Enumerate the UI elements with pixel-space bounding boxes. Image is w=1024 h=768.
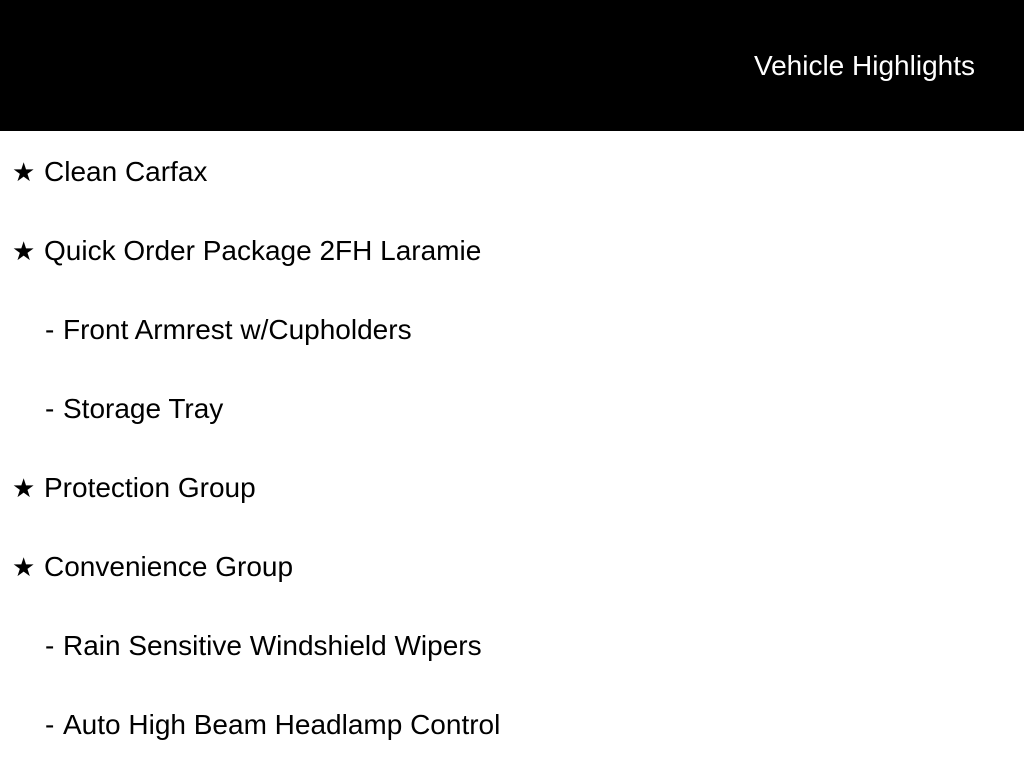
highlight-subitem-label: Rain Sensitive Windshield Wipers <box>63 630 482 661</box>
highlight-subitem <box>0 632 1024 660</box>
dash-bullet-icon: - <box>45 393 55 424</box>
star-bullet-icon: ★ <box>12 157 36 187</box>
highlight-subitem-label: Auto High Beam Headlamp Control <box>63 709 501 740</box>
highlight-item <box>0 237 1024 265</box>
header-bar <box>0 0 1024 131</box>
dash-bullet-icon: - <box>45 709 55 740</box>
highlights-list <box>0 131 1024 739</box>
star-bullet-icon: ★ <box>12 552 36 582</box>
highlight-item <box>0 553 1024 581</box>
dash-bullet-icon: - <box>45 314 55 345</box>
highlight-subitem-label: Storage Tray <box>63 393 224 424</box>
highlight-subitem <box>0 316 1024 344</box>
page-title: Vehicle Highlights <box>753 49 975 81</box>
highlight-item <box>0 474 1024 502</box>
highlight-item-label: Protection Group <box>44 472 256 503</box>
dash-bullet-icon: - <box>45 630 55 661</box>
highlight-item-label: Convenience Group <box>44 551 294 582</box>
star-bullet-icon: ★ <box>12 473 36 503</box>
highlight-subitem-label: Front Armrest w/Cupholders <box>63 314 412 345</box>
star-bullet-icon: ★ <box>12 236 36 266</box>
highlight-subitem <box>0 395 1024 423</box>
highlight-item-label: Quick Order Package 2FH Laramie <box>44 235 482 266</box>
highlight-subitem <box>0 711 1024 739</box>
highlight-item-label: Clean Carfax <box>44 156 208 187</box>
highlight-item <box>0 158 1024 186</box>
